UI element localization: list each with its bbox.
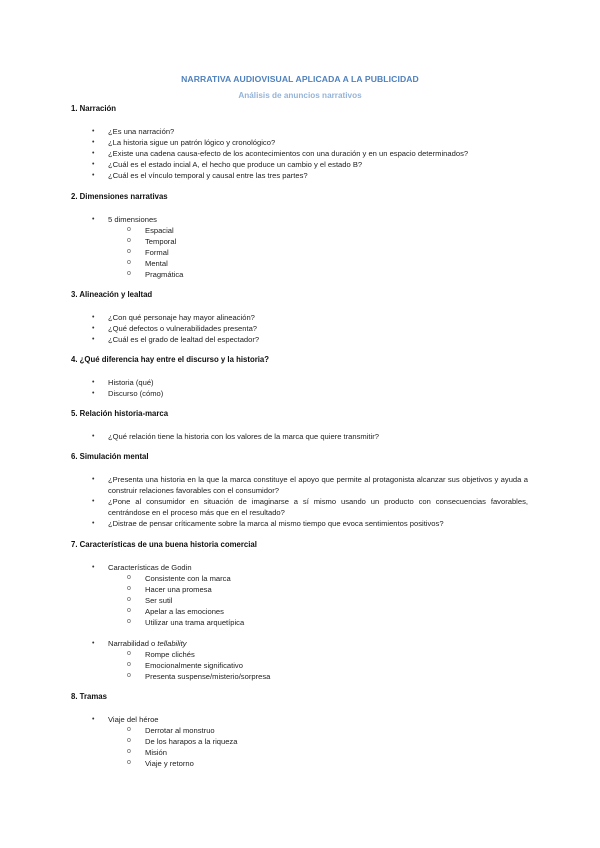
bullet: • bbox=[92, 336, 95, 343]
sub-bullet: o bbox=[127, 672, 131, 679]
list-item-text: ¿Qué defectos o vulnerabilidades presenta? bbox=[108, 324, 258, 333]
bullet: • bbox=[92, 390, 95, 397]
list-item bbox=[92, 562, 192, 573]
list-item bbox=[92, 137, 276, 148]
bullet: • bbox=[92, 476, 95, 483]
list-item-text: Narrabilidad o bbox=[108, 639, 158, 648]
list-item-text: ¿Pone al consumidor en situación de imaginarse a sí mismo usando un producto con consecuencias favorables, centrándose en el proceso más que en el resultado? bbox=[108, 497, 528, 517]
section-heading-dimensiones: 2. Dimensiones narrativas bbox=[71, 192, 168, 201]
sub-list-item-text: Emocionalmente significativo bbox=[145, 661, 243, 670]
sub-bullet: o bbox=[127, 270, 131, 277]
list-item-text: ¿Existe una cadena causa-efecto de los acontecimientos con una duración y en un espacio determinados? bbox=[108, 149, 469, 158]
bullet: • bbox=[92, 216, 95, 223]
sub-list-item-text: Pragmática bbox=[145, 270, 184, 279]
list-item-text: ¿Cuál es el grado de lealtad del espectador? bbox=[108, 335, 260, 344]
bullet: • bbox=[92, 498, 95, 505]
sub-list-item-text: Derrotar al monstruo bbox=[145, 726, 215, 735]
bullet: • bbox=[92, 172, 95, 179]
bullet: • bbox=[92, 314, 95, 321]
list-item-text: ¿Presenta una historia en la que la marca constituye el apoyo que permite al protagonista alcanzar sus objetivos y ayuda a construir relaciones favorables con el consumidor? bbox=[108, 475, 528, 495]
bullet: • bbox=[92, 433, 95, 440]
list-item bbox=[92, 518, 444, 529]
list-item bbox=[92, 148, 469, 159]
sub-list-item bbox=[127, 573, 231, 584]
list-item bbox=[92, 431, 379, 442]
list-item bbox=[92, 474, 528, 496]
sub-list-item-text: Misión bbox=[145, 748, 167, 757]
sub-list-item bbox=[127, 758, 194, 769]
sub-bullet: o bbox=[127, 759, 131, 766]
sub-list-item-text: Consistente con la marca bbox=[145, 574, 231, 583]
bullet: • bbox=[92, 520, 95, 527]
sub-list-item bbox=[127, 269, 184, 280]
list-item bbox=[92, 334, 260, 345]
list-item bbox=[92, 714, 159, 725]
bullet: • bbox=[92, 128, 95, 135]
list-item bbox=[92, 377, 154, 388]
list-item bbox=[92, 388, 164, 399]
sub-bullet: o bbox=[127, 226, 131, 233]
sub-bullet: o bbox=[127, 237, 131, 244]
sub-list-item-text: Presenta suspense/misterio/sorpresa bbox=[145, 672, 271, 681]
section-heading-narracion: 1. Narración bbox=[71, 104, 117, 113]
sub-list-item bbox=[127, 247, 169, 258]
list-item-text: ¿Cuál es el vínculo temporal y causal entre las tres partes? bbox=[108, 171, 308, 180]
list-item bbox=[92, 159, 363, 170]
list-item-text: 5 dimensiones bbox=[108, 215, 157, 224]
sub-list-item bbox=[127, 606, 224, 617]
list-item bbox=[92, 323, 258, 334]
list-item-text: Historia (qué) bbox=[108, 378, 154, 387]
bullet: • bbox=[92, 139, 95, 146]
document-subtitle: Análisis de anuncios narrativos bbox=[238, 91, 362, 100]
sub-list-item bbox=[127, 595, 173, 606]
sub-list-item-text: Mental bbox=[145, 259, 168, 268]
list-item-text: ¿Distrae de pensar críticamente sobre la marca al mismo tiempo que evoca sentimientos positivos? bbox=[108, 519, 444, 528]
sub-bullet: o bbox=[127, 596, 131, 603]
sub-bullet: o bbox=[127, 585, 131, 592]
list-item-text: ¿Qué relación tiene la historia con los valores de la marca que quiere transmitir? bbox=[108, 432, 379, 441]
bullet: • bbox=[92, 150, 95, 157]
sub-list-item-text: Formal bbox=[145, 248, 169, 257]
sub-list-item-text: De los harapos a la riqueza bbox=[145, 737, 238, 746]
sub-list-item bbox=[127, 584, 212, 595]
list-item bbox=[92, 638, 187, 649]
sub-bullet: o bbox=[127, 618, 131, 625]
bullet: • bbox=[92, 379, 95, 386]
list-item-text: ¿Con qué personaje hay mayor alineación? bbox=[108, 313, 255, 322]
list-item-text: ¿Es una narración? bbox=[108, 127, 175, 136]
sub-bullet: o bbox=[127, 650, 131, 657]
bullet: • bbox=[92, 640, 95, 647]
sub-list-item bbox=[127, 258, 168, 269]
list-item-text: ¿Cuál es el estado incial A, el hecho que produce un cambio y el estado B? bbox=[108, 160, 363, 169]
sub-list-item-text: Viaje y retorno bbox=[145, 759, 194, 768]
section-heading-caracteristicas: 7. Características de una buena historia comercial bbox=[71, 540, 257, 549]
sub-bullet: o bbox=[127, 661, 131, 668]
sub-list-item bbox=[127, 747, 167, 758]
sub-list-item-text: Ser sutil bbox=[145, 596, 173, 605]
sub-bullet: o bbox=[127, 248, 131, 255]
section-heading-relacion-marca: 5. Relación historia-marca bbox=[71, 409, 169, 418]
sub-list-item-text: Apelar a las emociones bbox=[145, 607, 224, 616]
section-heading-simulacion: 6. Simulación mental bbox=[71, 452, 149, 461]
sub-list-item bbox=[127, 725, 215, 736]
sub-bullet: o bbox=[127, 737, 131, 744]
sub-bullet: o bbox=[127, 259, 131, 266]
list-item-text: Discurso (cómo) bbox=[108, 389, 164, 398]
section-heading-alineacion: 3. Alineación y lealtad bbox=[71, 290, 153, 299]
sub-list-item-text: Rompe clichés bbox=[145, 650, 195, 659]
sub-list-item bbox=[127, 736, 238, 747]
sub-list-item bbox=[127, 236, 177, 247]
sub-list-item-text: Hacer una promesa bbox=[145, 585, 212, 594]
bullet: • bbox=[92, 161, 95, 168]
document-title: NARRATIVA AUDIOVISUAL APLICADA A LA PUBLICIDAD bbox=[181, 74, 419, 84]
sub-bullet: o bbox=[127, 607, 131, 614]
sub-bullet: o bbox=[127, 726, 131, 733]
section-heading-tramas: 8. Tramas bbox=[71, 692, 107, 701]
sub-list-item-text: Temporal bbox=[145, 237, 177, 246]
sub-bullet: o bbox=[127, 748, 131, 755]
sub-bullet: o bbox=[127, 574, 131, 581]
list-item bbox=[92, 312, 255, 323]
list-item-text: ¿La historia sigue un patrón lógico y cronológico? bbox=[108, 138, 276, 147]
list-item bbox=[92, 126, 175, 137]
sub-list-item bbox=[127, 660, 243, 671]
sub-list-item bbox=[127, 225, 174, 236]
sub-list-item-text: Utilizar una trama arquetípica bbox=[145, 618, 245, 627]
list-item-text: Características de Godin bbox=[108, 563, 192, 572]
list-item bbox=[92, 170, 308, 181]
bullet: • bbox=[92, 716, 95, 723]
bullet: • bbox=[92, 564, 95, 571]
list-item bbox=[92, 214, 157, 225]
list-item-italic-term: tellability bbox=[157, 639, 187, 648]
sub-list-item bbox=[127, 617, 245, 628]
sub-list-item bbox=[127, 671, 271, 682]
bullet: • bbox=[92, 325, 95, 332]
list-item bbox=[92, 496, 528, 518]
sub-list-item-text: Espacial bbox=[145, 226, 174, 235]
list-item-text: Viaje del héroe bbox=[108, 715, 159, 724]
sub-list-item bbox=[127, 649, 195, 660]
section-heading-discurso-historia: 4. ¿Qué diferencia hay entre el discurso y la historia? bbox=[71, 355, 270, 364]
